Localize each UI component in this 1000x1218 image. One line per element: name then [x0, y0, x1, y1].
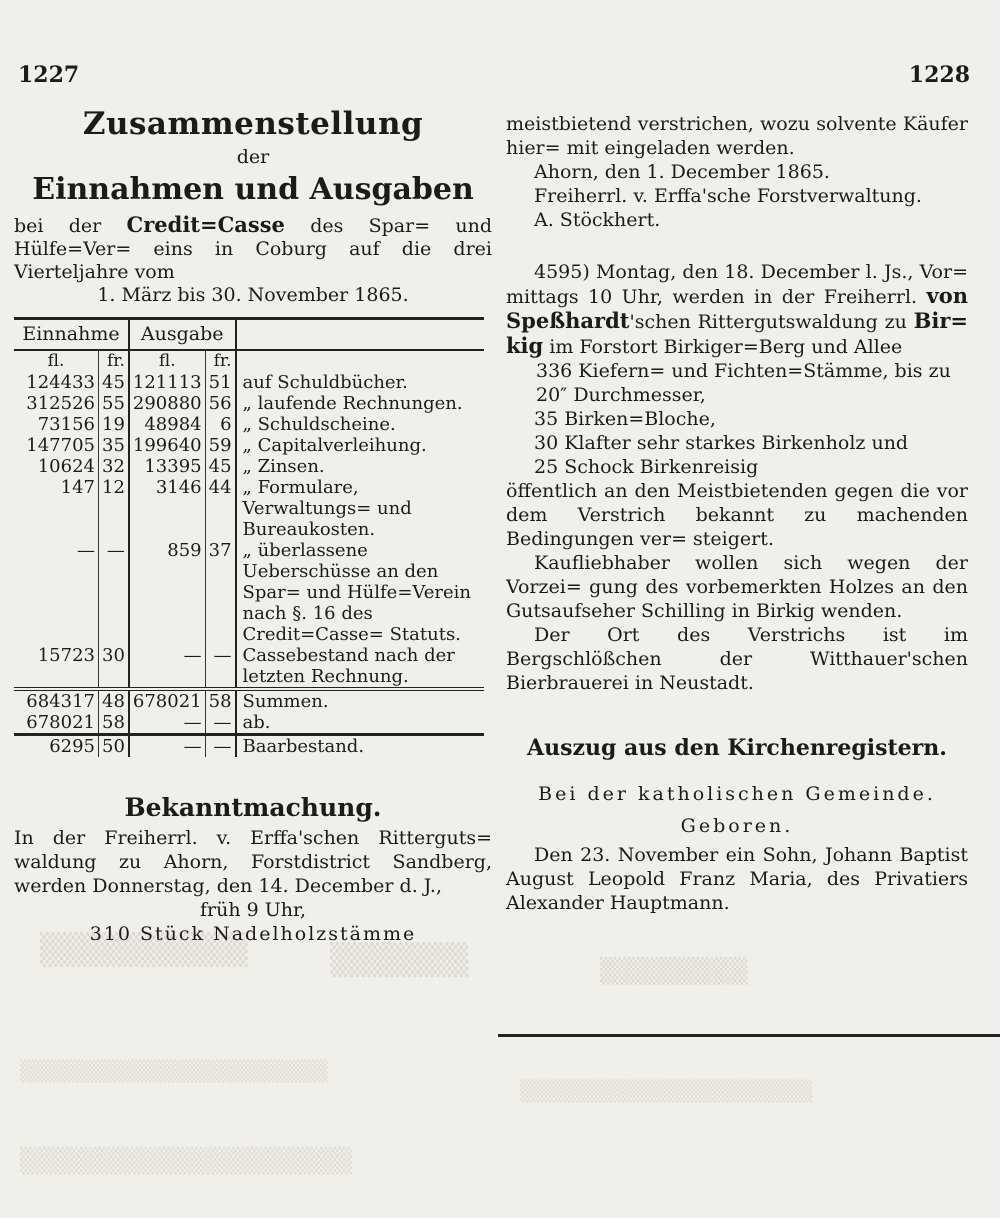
- column-divider-rule: [498, 1034, 1000, 1037]
- heading-einnahmen-ausgaben: Einnahmen und Ausgaben: [32, 172, 474, 207]
- intro-dates: 1. März bis 30. November 1865.: [97, 284, 409, 306]
- table-row: [14, 435, 484, 456]
- page-number-left: 1227: [18, 62, 80, 88]
- header-desc: [236, 319, 484, 351]
- cell-in-fl: 10624: [14, 456, 99, 477]
- cell-out-fl: 199640: [129, 435, 205, 456]
- auction-continuation: meistbietend verstrichen, wozu solvente Käufer hier= mit eingeladen werden.: [506, 113, 968, 159]
- notice-buyers: Kaufliebhaber wollen sich wegen der Vorzei= gung des vorbemerkten Holzes an den Gutsaufseher Schilling in Birkig wenden.: [506, 552, 968, 622]
- bleed-through-decoration: ▒▒▒▒▒▒▒▒: [600, 957, 748, 985]
- notice-rest-2: im Forstort Birkiger=Berg und Allee: [549, 336, 903, 358]
- cell-out-fl: 3146: [129, 477, 205, 540]
- notice-location: Der Ort des Verstrichs ist im Bergschlößchen der Witthauer'schen Bierbrauerei in Neustadt.: [506, 624, 968, 694]
- table-balance-row: [14, 735, 484, 758]
- cell-desc: „ Schuldscheine.: [242, 414, 396, 435]
- intro-rest: des Spar= und Hülfe=Ver= eins in Coburg auf die drei Vierteljahre vom: [14, 215, 493, 283]
- header-einnahme: Einnahme: [14, 319, 129, 351]
- list-item: 25 Schock Birkenreisig: [534, 456, 759, 478]
- cell-in-fr: 19: [99, 414, 129, 435]
- accounts-table: [14, 317, 484, 757]
- bleed-through-decoration: ▒▒▒▒▒▒: [330, 943, 469, 978]
- cell-out-fl: —: [129, 712, 205, 735]
- cell-in-fr: 50: [99, 735, 129, 758]
- header-ausgabe: Ausgabe: [129, 319, 236, 351]
- cell-out-fr: 56: [205, 393, 235, 414]
- cell-desc: „ laufende Rechnungen.: [242, 393, 463, 414]
- table-row: [14, 477, 484, 540]
- notice-intro: 4595) Montag, den 18. December l. Js., Vor= mittags 10 Uhr, werden in der Freiherrl.: [506, 261, 968, 308]
- cell-in-fl: 312526: [14, 393, 99, 414]
- intro-bold: Credit=Casse: [126, 212, 285, 237]
- cell-desc: Baarbestand.: [242, 736, 365, 757]
- table-unit-row: [14, 350, 484, 372]
- cell-out-fr: 6: [205, 414, 235, 435]
- church-community: Bei der katholischen Gemeinde.: [538, 783, 936, 805]
- cell-out-fr: —: [205, 712, 235, 735]
- cell-desc: Summen.: [236, 689, 484, 712]
- table-row: [14, 456, 484, 477]
- cell-desc: „ Formulare, Verwaltungs= und Bureaukosten.: [242, 477, 412, 540]
- table-row: [14, 645, 484, 689]
- unit-desc: [236, 350, 484, 372]
- cell-out-fl: 13395: [129, 456, 205, 477]
- bekanntmachung-title: Bekanntmachung.: [124, 793, 382, 822]
- list-item: 336 Kiefern= und Fichten=Stämme, bis zu 20″ Durchmesser,: [536, 360, 951, 406]
- page-number-right: 1228: [908, 62, 970, 88]
- notice-bold-name: von Speßhardt: [506, 283, 968, 333]
- cell-out-fr: —: [205, 735, 235, 758]
- cell-in-fr: 48: [99, 689, 129, 712]
- cell-in-fr: 30: [99, 645, 129, 689]
- auction-signature-2: A. Stöckhert.: [534, 209, 661, 231]
- bek-line-3: 310 Stück Nadelholzstämme: [89, 923, 417, 945]
- unit-fl: fl.: [14, 350, 99, 372]
- cell-out-fl: 48984: [129, 414, 205, 435]
- cell-desc: auf Schuldbücher.: [242, 372, 408, 393]
- bekanntmachung-body: [14, 826, 492, 946]
- cell-in-fr: 45: [99, 372, 129, 393]
- notice-4595: [506, 260, 968, 359]
- cell-in-fr: 12: [99, 477, 129, 540]
- church-register-title: Auszug aus den Kirchenregistern.: [527, 735, 947, 761]
- table-row: [14, 540, 484, 645]
- birth-entry: Den 23. November ein Sohn, Johann Baptist August Leopold Franz Maria, des Privatiers Alexander Hauptmann.: [506, 844, 968, 914]
- unit-fr: fr.: [205, 350, 235, 372]
- cell-in-fl: 6295: [14, 735, 99, 758]
- spacer: [506, 232, 968, 260]
- list-item: 35 Birken=Bloche,: [534, 408, 716, 430]
- list-item: 30 Klafter sehr starkes Birkenholz und: [534, 432, 909, 454]
- left-column: [14, 100, 492, 946]
- table-sum-row: [14, 689, 484, 712]
- heading-zusammenstellung: Zusammenstellung: [82, 106, 424, 142]
- cell-in-fr: 32: [99, 456, 129, 477]
- bleed-through-decoration: ▒▒▒▒▒▒▒▒▒▒▒▒▒▒▒▒▒▒▒▒: [20, 1059, 328, 1083]
- intro-pre: bei der: [14, 215, 102, 237]
- cell-out-fl: 678021: [129, 689, 205, 712]
- table-row: [14, 414, 484, 435]
- cell-desc: Cassebestand nach der letzten Rechnung.: [242, 645, 455, 687]
- cell-desc: „ Zinsen.: [242, 456, 325, 477]
- cell-in-fl: 73156: [14, 414, 99, 435]
- cell-in-fr: 55: [99, 393, 129, 414]
- cell-out-fr: 44: [205, 477, 235, 540]
- cell-in-fl: 124433: [14, 372, 99, 393]
- unit-fl: fl.: [129, 350, 205, 372]
- cell-desc: ab.: [236, 712, 484, 735]
- cell-out-fr: 58: [205, 689, 235, 712]
- births-heading: Geboren.: [680, 815, 794, 837]
- auction-signature-1: Freiherrl. v. Erffa'sche Forstverwaltung.: [534, 185, 922, 207]
- notice-rest: 'schen Rittergutswaldung zu: [629, 311, 907, 333]
- cell-out-fl: 121113: [129, 372, 205, 393]
- cell-out-fl: —: [129, 645, 205, 689]
- cell-out-fr: 37: [205, 540, 235, 645]
- cell-in-fl: —: [14, 540, 99, 645]
- cell-desc: „ Capitalverleihung.: [242, 435, 427, 456]
- cell-out-fr: 59: [205, 435, 235, 456]
- cell-out-fr: 51: [205, 372, 235, 393]
- right-column: [506, 112, 968, 915]
- bleed-through-decoration: ▒▒▒▒▒▒▒▒▒: [40, 933, 248, 968]
- cell-desc: „ überlassene Ueberschüsse an den Spar= und Hülfe=Verein nach §. 16 des Credit=Casse= Statuts.: [242, 540, 472, 645]
- cell-out-fl: 290880: [129, 393, 205, 414]
- bek-line-1: In der Freiherrl. v. Erffa'schen Ritterguts= waldung zu Ahorn, Forstdistrict Sandberg, werden Donnerstag, den 14. December d. J.,: [14, 827, 492, 897]
- notice-tail: öffentlich an den Meistbietenden gegen die vor dem Verstrich bekannt zu machenden Bedingungen ver= steigert.: [506, 480, 968, 550]
- table-header-row: [14, 319, 484, 351]
- table-row: [14, 372, 484, 393]
- intro-text: [14, 213, 492, 307]
- bleed-through-decoration: ▒▒▒▒▒▒▒▒▒▒▒▒▒▒▒▒▒▒▒: [520, 1079, 813, 1103]
- cell-in-fl: 147705: [14, 435, 99, 456]
- cell-in-fl: 147: [14, 477, 99, 540]
- heading-der: der: [236, 146, 270, 168]
- bleed-through-decoration: ▒▒▒▒▒▒▒▒▒▒▒▒▒▒▒▒▒▒: [20, 1147, 353, 1175]
- notice-bold-place: Bir= kig: [506, 308, 968, 358]
- cell-out-fl: 859: [129, 540, 205, 645]
- cell-out-fr: —: [205, 645, 235, 689]
- cell-out-fr: 45: [205, 456, 235, 477]
- cell-in-fr: 35: [99, 435, 129, 456]
- bek-line-2: früh 9 Uhr,: [199, 899, 307, 921]
- cell-in-fr: —: [99, 540, 129, 645]
- table-row: [14, 393, 484, 414]
- cell-in-fl: 684317: [14, 689, 99, 712]
- cell-out-fl: —: [129, 735, 205, 758]
- table-ab-row: [14, 712, 484, 735]
- cell-in-fl: 15723: [14, 645, 99, 689]
- cell-in-fl: 678021: [14, 712, 99, 735]
- unit-fr: fr.: [99, 350, 129, 372]
- cell-in-fr: 58: [99, 712, 129, 735]
- auction-place-date: Ahorn, den 1. December 1865.: [534, 161, 830, 183]
